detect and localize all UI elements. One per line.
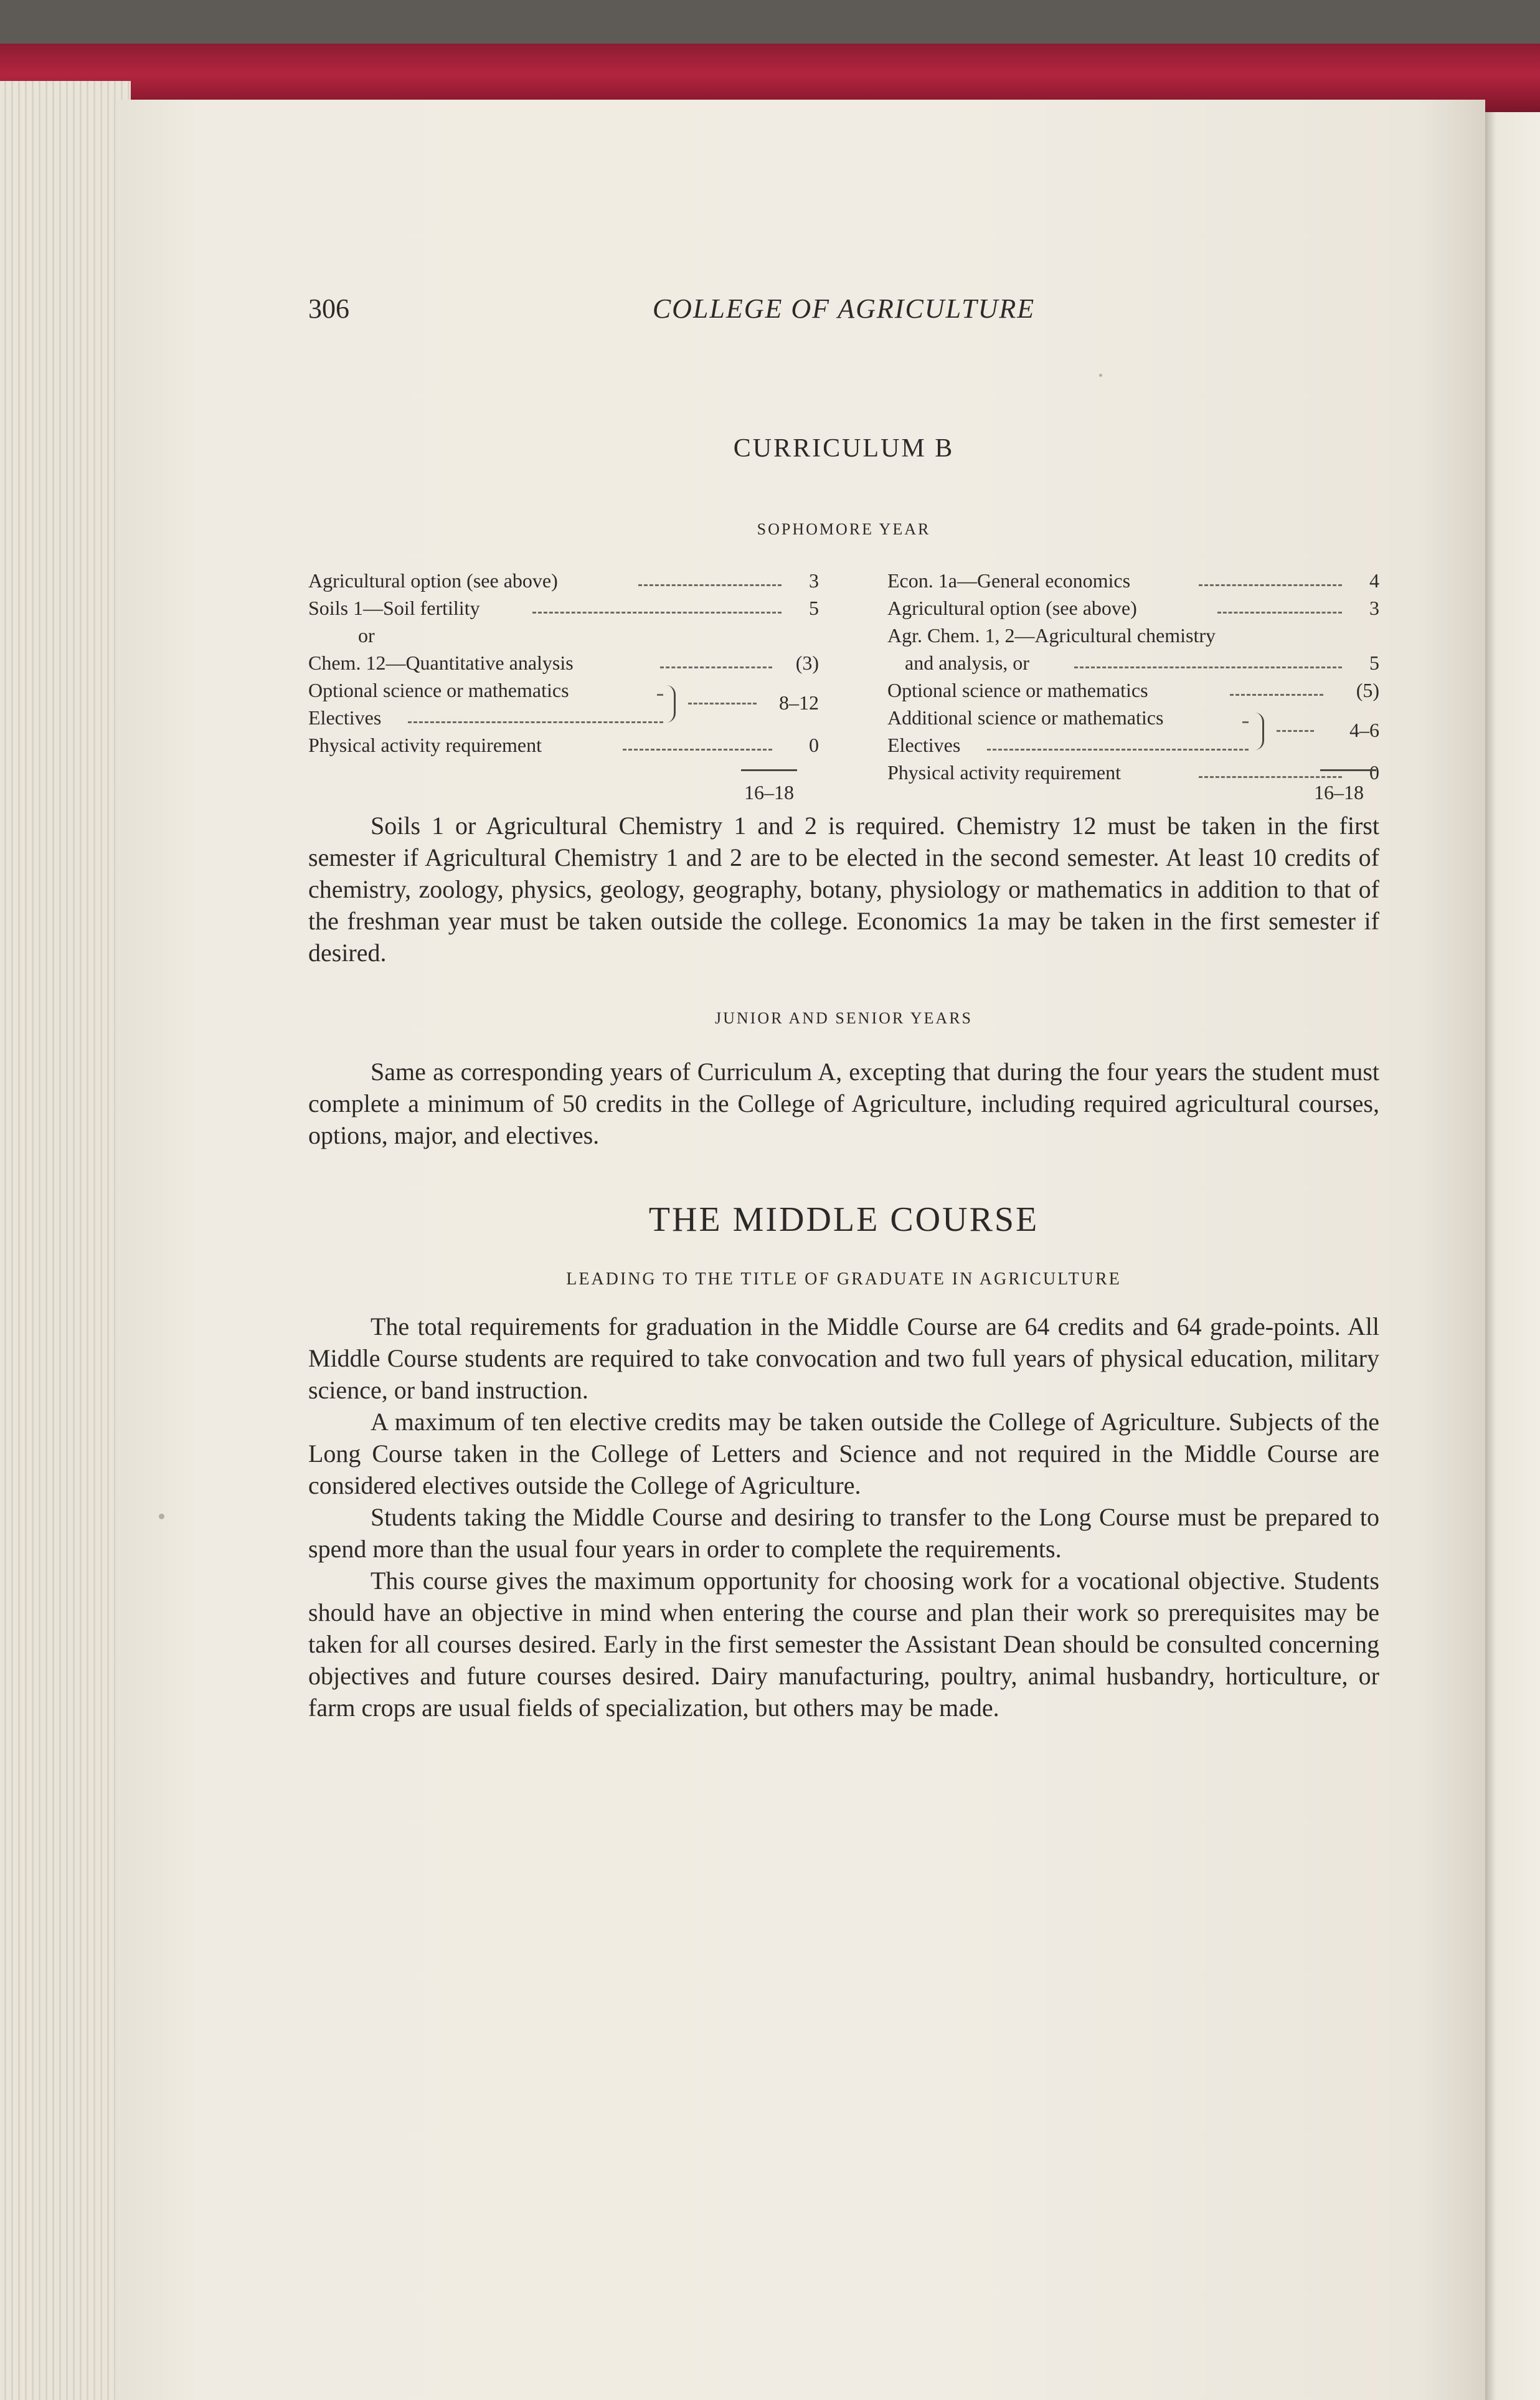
requirements-table <box>308 567 1379 810</box>
right-requirements-column <box>887 567 1379 786</box>
page-edges <box>0 81 131 2400</box>
left-requirements-column <box>308 567 819 759</box>
page-content <box>308 293 1379 1724</box>
next-page-edge <box>1485 112 1540 2400</box>
total-rule <box>741 769 797 771</box>
requirement-row: Physical activity requirement 0 <box>308 734 819 756</box>
sophomore-heading: SOPHOMORE YEAR <box>757 520 931 538</box>
paragraph: The total requirements for graduation in the Middle Course are 64 credits and 64 grade-points. All Middle Course students are required to take convocation and two full years of physical education, military science, or band instruction. <box>308 1312 1379 1404</box>
total-rule <box>1320 769 1376 771</box>
junior-senior-text: Same as corresponding years of Curriculum A, excepting that during the four years the student must complete a minimum of 50 credits in the College of Agriculture, including required agricultural courses, options, major, and electives. <box>308 1058 1379 1149</box>
junior-senior-heading: JUNIOR AND SENIOR YEARS <box>714 1009 973 1027</box>
requirement-row: and analysis, or 5 <box>905 652 1379 674</box>
requirement-row: Chem. 12—Quantitative analysis (3) <box>308 652 819 674</box>
brace <box>1255 713 1264 750</box>
paragraph: Students taking the Middle Course and desiring to transfer to the Long Course must be prepared to spend more than the usual four years in order to complete the requirements. <box>308 1503 1379 1563</box>
group-credit: 8–12 <box>779 691 819 714</box>
requirement-row: Additional science or mathematics <box>887 704 1379 731</box>
requirement-row: Agricultural option (see above) 3 <box>887 597 1379 619</box>
paragraph: This course gives the maximum opportunity for choosing work for a vocational objective. Students should have an objective in mind when entering the course and plan their work so prerequisites may be taken for all courses desired. Early in the first semester the Assistant Dean should be consulted concerning objectives and future courses desired. Dairy manufacturing, poultry, animal husbandry, horticulture, or farm crops are usual fields of specialization, but others may be made. <box>308 1567 1379 1722</box>
middle-course-body <box>308 1311 1379 1724</box>
requirement-row: Physical activity requirement 0 <box>887 761 1379 784</box>
requirement-row: Electives <box>308 704 819 731</box>
paragraph: A maximum of ten elective credits may be taken outside the College of Agriculture. Subjects of the Long Course taken in the College of Letters and Science and not required in the Middle Course are considered electives outside the College of Agriculture. <box>308 1408 1379 1499</box>
grouped-requirement <box>308 676 819 731</box>
group-credit: 4–6 <box>1349 719 1379 741</box>
running-title: COLLEGE OF AGRICULTURE <box>652 293 1036 324</box>
requirement-row: Econ. 1a—General economics 4 <box>887 569 1379 592</box>
requirement-row: or <box>358 624 375 647</box>
requirement-row: Agricultural option (see above) 3 <box>308 569 819 592</box>
requirement-row: Agr. Chem. 1, 2—Agricultural chemistry <box>887 624 1216 647</box>
left-total: 16–18 <box>744 781 794 804</box>
brace <box>666 685 676 723</box>
right-total: 16–18 <box>1314 781 1364 804</box>
middle-course-subtitle: LEADING TO THE TITLE OF GRADUATE IN AGRICULTURE <box>566 1269 1122 1289</box>
grouped-requirement <box>887 704 1379 759</box>
sophomore-note: Soils 1 or Agricultural Chemistry 1 and 2 is required. Chemistry 12 must be taken in the first semester if Agricultural Chemistry 1 and 2 are to be elected in the second semester. At least 10 credits of chemistry, zoology, physics, geology, geography, botany, physiology or mathematics in addition to that of the freshman year must be taken outside the college. Economics 1a may be taken in the first semester if desired. <box>308 812 1379 967</box>
requirement-row: Electives <box>887 731 1379 759</box>
requirement-row: Soils 1—Soil fertility 5 <box>308 597 819 619</box>
middle-course-title: THE MIDDLE COURSE <box>648 1200 1039 1239</box>
requirement-row: Optional science or mathematics <box>308 676 819 704</box>
curriculum-title: CURRICULUM B <box>733 434 955 463</box>
page-fleck <box>159 1514 164 1519</box>
requirement-row: Optional science or mathematics (5) <box>887 679 1379 701</box>
page-number: 306 <box>308 293 349 324</box>
running-head <box>308 293 1379 330</box>
